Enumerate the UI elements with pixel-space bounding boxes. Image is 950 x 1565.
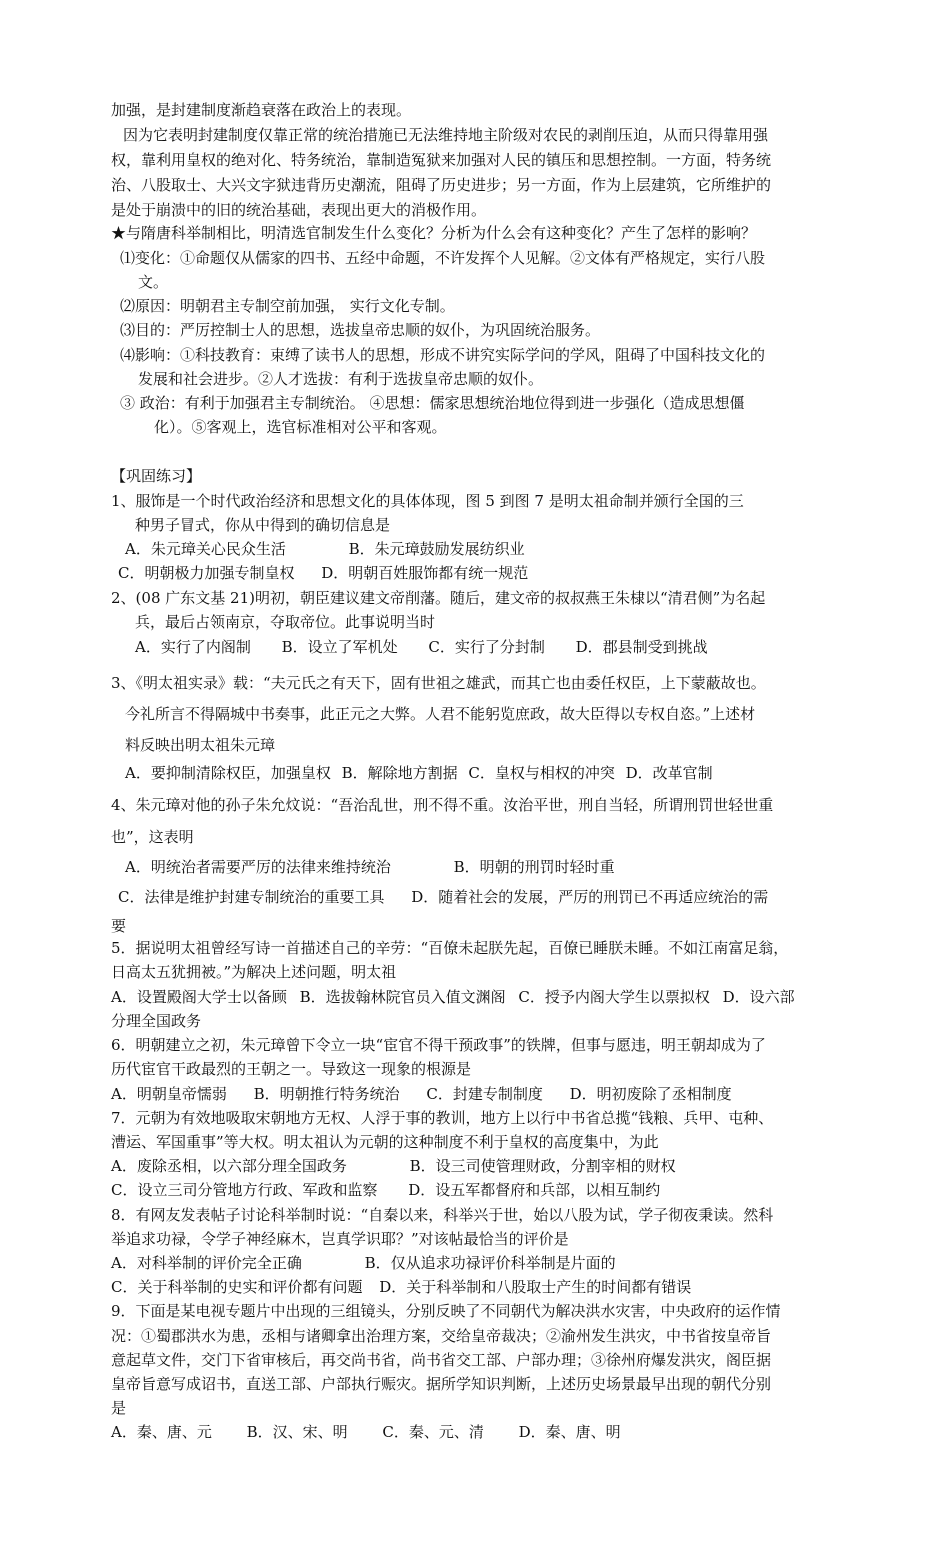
text-line: 因为它表明封建制度仅靠正常的统治措施已无法维持地主阶级对农民的剥削压迫，从而只得靠用强	[123, 126, 769, 144]
question-text: 也”，这表明	[111, 828, 194, 846]
text-line: 发展和社会进步。②人才选拔：有利于选拔皇帝忠顺的奴仆。	[138, 370, 544, 388]
text-line: 文。	[138, 273, 169, 291]
answer-options: A．设置殿阁大学士以备顾 B．选拔翰林院官员入值文渊阁 C．授予内阁大学生以票拟权 D．设六部	[111, 988, 795, 1006]
text-line: 治、八股取士、大兴文字狱违背历史潮流，阻碍了历史进步；另一方面，作为上层建筑，它所维护的	[111, 176, 772, 194]
question-text: 6．明朝建立之初，朱元璋曾下令立一块“宦官不得干预政事”的铁牌，但事与愿违，明王朝却成为了	[111, 1036, 766, 1054]
question-text: 兵，最后占领南京，夺取帝位。此事说明当时	[135, 613, 436, 631]
question-text: 料反映出明太祖朱元璋	[125, 736, 276, 754]
answer-options: A．明朝皇帝懦弱 B．明朝推行特务统治 C．封建专制制度 D．明初废除了丞相制度	[111, 1085, 732, 1103]
text-line: ★与隋唐科举制相比，明清选官制发生什么变化？分析为什么会有这种变化？产生了怎样的影响？	[111, 224, 757, 242]
question-text: 意起草文件，交门下省审核后，再交尚书省，尚书省交工部、户部办理；③徐州府爆发洪灾，阁臣据	[111, 1351, 772, 1369]
question-text: 2、(08 广东文基 21)明初，朝臣建议建文帝削藩。随后，建文帝的叔叔燕王朱棣以“清君侧”为名起	[111, 589, 766, 607]
text-line: 化）。⑤客观上，选官标准相对公平和客观。	[154, 418, 447, 436]
section-heading: 【巩固练习】	[111, 467, 202, 485]
text-line: 是处于崩溃中的旧的统治基础，表现出更大的消极作用。	[111, 201, 487, 219]
question-text: 日高太五犹拥被。”为解决上述问题，明太祖	[111, 963, 397, 981]
question-text: 9．下面是某电视专题片中出现的三组镜头，分别反映了不同朝代为解决洪水灾害，中央政府的运作情	[111, 1302, 781, 1320]
question-text: 况：①蜀郡洪水为患，丞相与诸卿拿出治理方案，交给皇帝裁决；②渝州发生洪灾，中书省按皇帝旨	[111, 1327, 772, 1345]
text-line: 加强，是封建制度渐趋衰落在政治上的表现。	[111, 101, 412, 119]
question-text: 举追求功禄，令学子神经麻木，岂真学识耶？”对该帖最恰当的评价是	[111, 1230, 569, 1248]
answer-options: C．明朝极力加强专制皇权 D．明朝百姓服饰都有统一规范	[118, 564, 529, 582]
question-text: 种男子冒式，你从中得到的确切信息是	[135, 516, 391, 534]
question-text: 7．元朝为有效地吸取宋朝地方无权、人浮于事的教训，地方上以行中书省总揽“钱粮、兵甲、屯种、	[111, 1109, 774, 1127]
question-text: 是	[111, 1399, 127, 1417]
answer-options: C．法律是维护封建专制统治的重要工具 D．随着社会的发展，严厉的刑罚已不再适应统治的需	[118, 888, 769, 906]
answer-options: A．朱元璋关心民众生活 B．朱元璋鼓励发展纺织业	[125, 540, 525, 558]
answer-options: A．明统治者需要严厉的法律来维持统治 B．明朝的刑罚时轻时重	[125, 858, 615, 876]
question-text: 4、朱元璋对他的孙子朱允炆说：“吾治乱世，刑不得不重。汝治平世，刑自当轻，所谓刑罚世轻世重	[111, 796, 774, 814]
question-text: 今礼所言不得隔城中书奏事，此正元之大弊。人君不能躬览庶政，故大臣得以专权自恣。”上述材	[125, 705, 756, 723]
answer-options: A．废除丞相，以六部分理全国政务 B．设三司使管理财政，分割宰相的财权	[111, 1157, 676, 1175]
text-line: ⑶目的：严厉控制士人的思想，选拔皇帝忠顺的奴仆，为巩固统治服务。	[120, 321, 601, 339]
answer-options: C．设立三司分管地方行政、军政和监察 D．设五军都督府和兵部，以相互制约	[111, 1181, 661, 1199]
question-text: 8．有网友发表帖子讨论科举制时说：“自秦以来，科举兴于世，始以八股为试，学子彻夜秉读。然科	[111, 1206, 774, 1224]
text-line: ⑵原因：明朝君主专制空前加强， 实行文化专制。	[120, 297, 455, 315]
question-text: 漕运、军国重事”等大权。明太祖认为元朝的这种制度不利于皇权的高度集中，为此	[111, 1133, 659, 1151]
question-text: 皇帝旨意写成诏书，直送工部、户部执行赈灾。据所学知识判断，上述历史场景最早出现的朝代分别	[111, 1375, 772, 1393]
answer-options: A．要抑制清除权臣，加强皇权 B．解除地方割据 C．皇权与相权的冲突 D．改革官制	[125, 764, 713, 782]
answer-options: C．关于科举制的史实和评价都有问题 D．关于科举制和八股取士产生的时间都有错误	[111, 1278, 692, 1296]
answer-options: A．秦、唐、元 B．汉、宋、明 C．秦、元、清 D．秦、唐、明	[111, 1423, 621, 1441]
text-line: ⑴变化：①命题仅从儒家的四书、五经中命题，不许发挥个人见解。②文体有严格规定，实行八股	[120, 249, 766, 267]
text-line: ③ 政治：有利于加强君主专制统治。 ④思想：儒家思想统治地位得到进一步强化（造成思想僵	[120, 394, 745, 412]
question-text: 5．据说明太祖曾经写诗一首描述自己的辛劳：“百僚未起朕先起，百僚已睡朕未睡。不如江南富足翁，	[111, 939, 789, 957]
text-line: 要	[111, 917, 127, 935]
question-text: 3、《明太祖实录》载：“夫元氏之有天下，固有世祖之雄武，而其亡也由委任权臣，上下蒙蔽故也。	[111, 674, 766, 692]
text-line: ⑷影响：①科技教育：束缚了读书人的思想，形成不讲究实际学问的学风，阻碍了中国科技文化的	[120, 346, 766, 364]
answer-options: A．对科举制的评价完全正确 B．仅从追求功禄评价科举制是片面的	[111, 1254, 616, 1272]
question-text: 历代宦官干政最烈的王朝之一。导致这一现象的根源是	[111, 1060, 472, 1078]
answer-options: A．实行了内阁制 B．设立了军机处 C．实行了分封制 D．郡县制受到挑战	[135, 638, 708, 656]
question-text: 1、服饰是一个时代政治经济和思想文化的具体体现，图 5 到图 7 是明太祖命制并颁行全国的三	[111, 492, 744, 510]
answer-options: 分理全国政务	[111, 1012, 202, 1030]
text-line: 权，靠利用皇权的绝对化、特务统治，靠制造冤狱来加强对人民的镇压和思想控制。一方面，特务统	[111, 151, 772, 169]
